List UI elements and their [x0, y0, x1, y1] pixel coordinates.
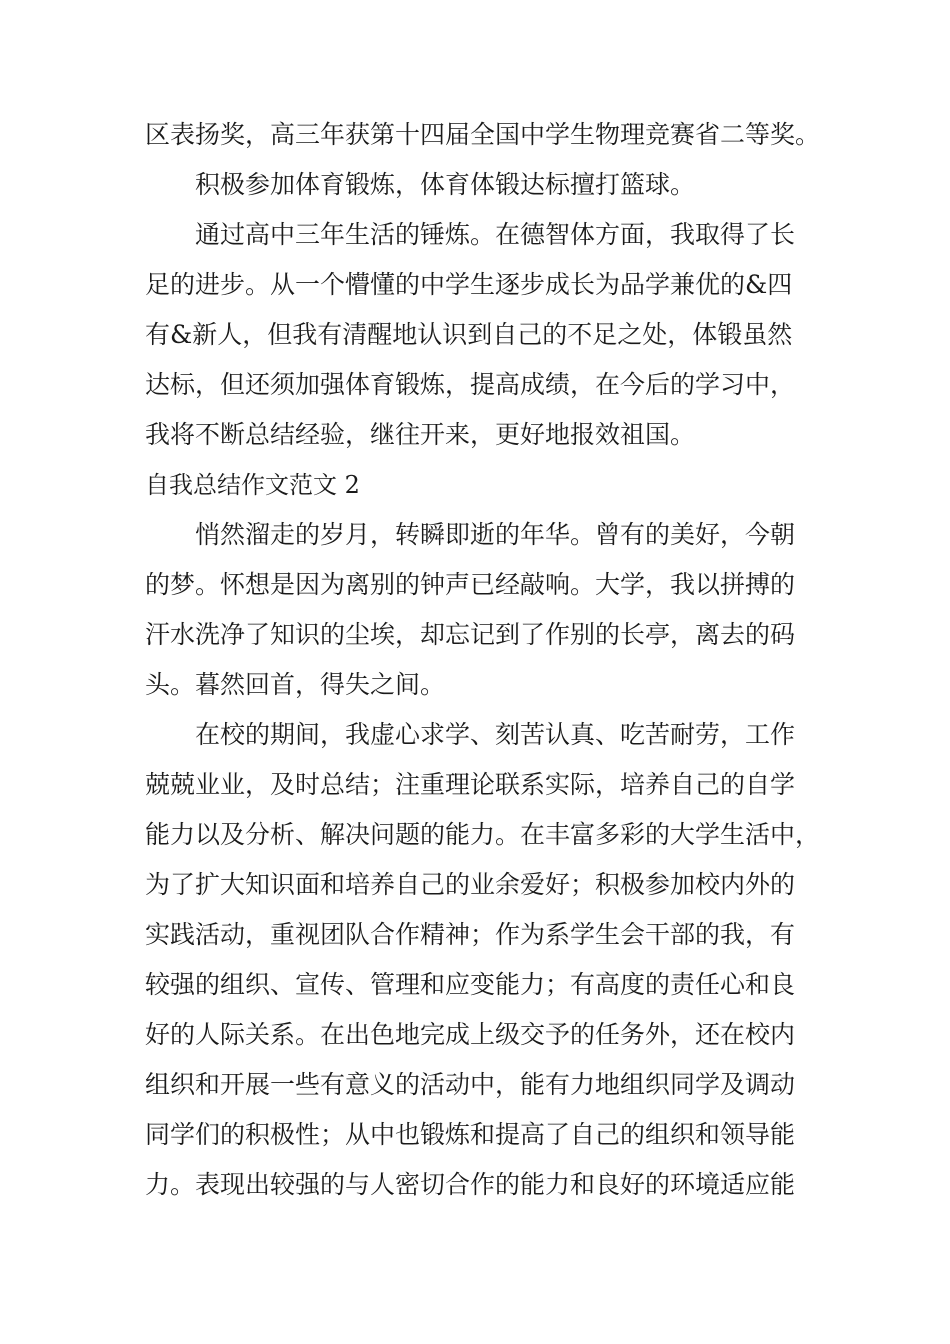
text-line: 力。表现出较强的与人密切合作的能力和良好的环境适应能 — [145, 1170, 796, 1199]
text-line: 的梦。怀想是因为离别的钟声已经敲响。大学，我以拼搏的 — [145, 570, 796, 599]
text-line: 好的人际关系。在出色地完成上级交予的任务外，还在校内 — [145, 1020, 796, 1049]
text-line: 实践活动，重视团队合作精神；作为系学生会干部的我，有 — [145, 920, 796, 949]
text-line: 头。暮然回首，得失之间。 — [145, 670, 446, 699]
text-line: 我将不断总结经验，继往开来，更好地报效祖国。 — [145, 420, 696, 449]
text-line: 有&新人，但我有清醒地认识到自己的不足之处，体锻虽然 — [145, 320, 793, 349]
paragraph-start-line: 积极参加体育锻炼，体育体锻达标擅打篮球。 — [195, 170, 696, 199]
paragraph-start-line: 悄然溜走的岁月，转瞬即逝的年华。曾有的美好，今朝 — [195, 520, 796, 549]
text-line: 达标，但还须加强体育锻炼，提高成绩，在今后的学习中， — [145, 370, 796, 399]
text-line: 较强的组织、宣传、管理和应变能力；有高度的责任心和良 — [145, 970, 796, 999]
section-heading: 自我总结作文范文 2 — [145, 471, 360, 499]
text-line: 兢兢业业，及时总结；注重理论联系实际，培养自己的自学 — [145, 770, 796, 799]
paragraph-start-line: 通过高中三年生活的锤炼。在德智体方面，我取得了长 — [195, 220, 796, 249]
document-body — [145, 110, 825, 1210]
text-line: 能力以及分析、解决问题的能力。在丰富多彩的大学生活中， — [145, 820, 821, 849]
text-line: 区表扬奖，高三年获第十四届全国中学生物理竞赛省二等奖。 — [145, 120, 821, 149]
text-line: 足的进步。从一个懵懂的中学生逐步成长为品学兼优的&四 — [145, 270, 793, 299]
paragraph-start-line: 在校的期间，我虚心求学、刻苦认真、吃苦耐劳，工作 — [195, 720, 796, 749]
text-line: 为了扩大知识面和培养自己的业余爱好；积极参加校内外的 — [145, 870, 796, 899]
text-line: 组织和开展一些有意义的活动中，能有力地组织同学及调动 — [145, 1070, 796, 1099]
text-line: 汗水洗净了知识的尘埃，却忘记到了作别的长亭，离去的码 — [145, 620, 796, 649]
text-line: 同学们的积极性；从中也锻炼和提高了自己的组织和领导能 — [145, 1120, 796, 1149]
